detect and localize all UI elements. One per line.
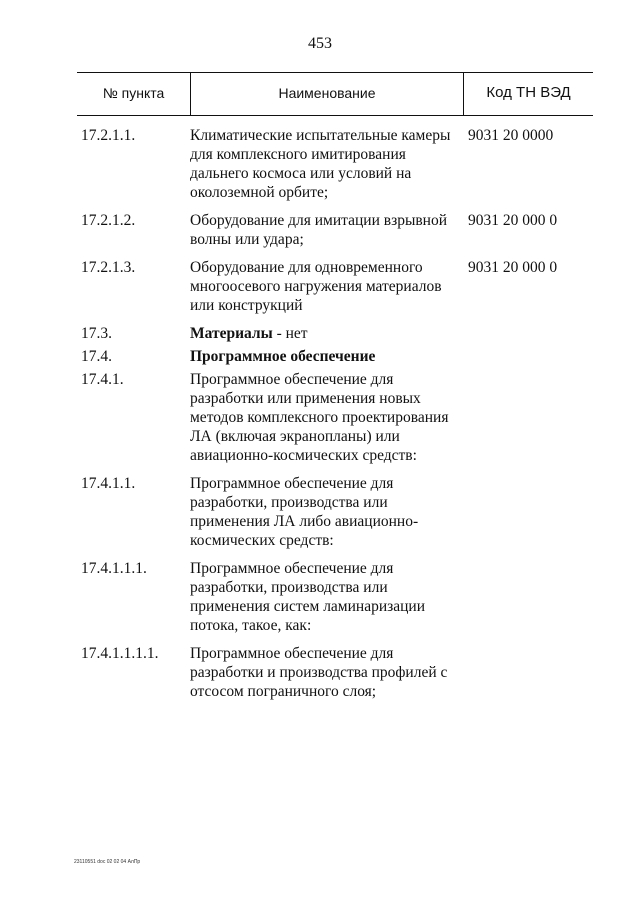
row-code	[462, 324, 593, 343]
row-name: Программное обеспечение для разработки, производства или применения систем ламинаризации потока, такое, как:	[190, 560, 426, 634]
row-code: 9031 20 0000	[468, 127, 554, 144]
row-number: 17.2.1.1.	[81, 127, 136, 144]
row-name: Программное обеспечение для разработки или применения новых методов комплексного проектирования ЛА (включая экранопланы) или авиационно-космических средств:	[190, 371, 449, 464]
row-number: 17.2.1.3.	[81, 259, 136, 276]
row-name-bold: Материалы	[190, 325, 273, 342]
row-name: Программное обеспечение для разработки и производства профилей с отсосом пограничного слоя;	[190, 645, 448, 700]
table-row	[77, 474, 597, 550]
row-name: Программное обеспечение для разработки, производства или применения ЛА либо авиационно-космических средств:	[190, 475, 419, 549]
table-row	[77, 258, 597, 315]
row-number: 17.3.	[81, 325, 112, 342]
table-row	[77, 559, 597, 635]
table-header	[77, 72, 593, 116]
header-col-name: Наименование	[278, 85, 376, 101]
row-number: 17.4.1.	[81, 371, 124, 388]
row-code: 9031 20 000 0	[468, 212, 558, 229]
table-row	[77, 370, 597, 465]
row-name: Оборудование для одновременного многоосевого нагружения материалов или конструкций	[190, 259, 442, 314]
row-number: 17.2.1.2.	[81, 212, 136, 229]
row-name: Программное обеспечение	[190, 348, 376, 365]
row-name: Климатические испытательные камеры для комплексного имитирования дальнего космоса или условий на околоземной орбите;	[190, 127, 451, 201]
table-row	[77, 126, 597, 202]
row-code	[462, 370, 593, 465]
table-row	[77, 644, 597, 701]
row-code: 9031 20 000 0	[468, 259, 558, 276]
row-name-rest: - нет	[272, 325, 308, 342]
row-number: 17.4.	[81, 348, 112, 365]
row-number: 17.4.1.1.	[81, 475, 136, 492]
page-number: 453	[308, 35, 332, 52]
row-number: 17.4.1.1.1.1.	[81, 645, 159, 662]
header-col-number: № пункта	[102, 85, 165, 101]
row-code	[462, 559, 593, 635]
row-code	[462, 644, 593, 701]
document-footer-code: 23110551 doc 02 02 04 АлПр	[74, 859, 141, 865]
table-body	[77, 126, 597, 710]
row-code	[462, 347, 593, 366]
table-row	[77, 347, 597, 366]
row-code	[462, 474, 593, 550]
row-name: Оборудование для имитации взрывной волны или удара;	[190, 212, 448, 248]
table-row	[77, 324, 597, 343]
row-name	[190, 324, 462, 343]
header-col-code: Код ТН ВЭД	[486, 84, 571, 101]
row-number: 17.4.1.1.1.	[81, 560, 147, 577]
table-row	[77, 211, 597, 249]
